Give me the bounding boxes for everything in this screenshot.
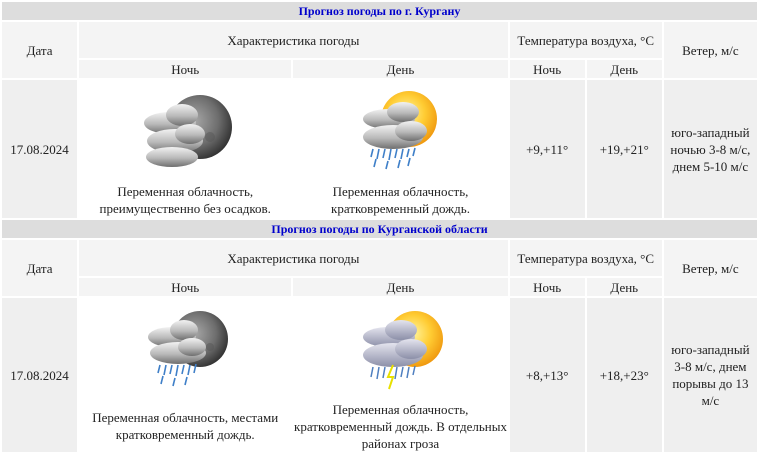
table-title — [2, 2, 757, 20]
temp-night-value: +8,+13° — [510, 298, 585, 452]
day-weather-image — [293, 80, 507, 180]
temp-day-value: +19,+21° — [587, 80, 662, 218]
col-header-date: Дата — [2, 240, 77, 296]
forecast-date: 17.08.2024 — [2, 298, 77, 452]
col-header-wind: Ветер, м/с — [664, 22, 757, 78]
forecast-table-kurgan — [0, 0, 759, 220]
sun-cloud-storm-icon — [345, 303, 455, 393]
col-header-day: День — [293, 60, 507, 78]
temp-day-value: +18,+23° — [587, 298, 662, 452]
col-header-temp-day: День — [587, 60, 662, 78]
night-weather-image — [79, 80, 291, 180]
wind-value: юго-западный ночью 3-8 м/с, днем 5-10 м/с — [664, 80, 757, 218]
col-header-weather: Характеристика погоды — [79, 22, 508, 58]
col-header-temp-night: Ночь — [510, 278, 585, 296]
col-header-wind: Ветер, м/с — [664, 240, 757, 296]
forecast-date: 17.08.2024 — [2, 80, 77, 218]
col-header-weather: Характеристика погоды — [79, 240, 508, 276]
night-description: Переменная облачность, местами кратковременный дождь. — [79, 400, 291, 452]
table-title-text: Прогноз погоды по Курганской области — [271, 222, 488, 236]
col-header-temp: Температура воздуха, °С — [510, 22, 662, 58]
col-header-temp: Температура воздуха, °С — [510, 240, 662, 276]
col-header-night: Ночь — [79, 278, 291, 296]
temp-night-value: +9,+11° — [510, 80, 585, 218]
moon-cloud-icon — [130, 85, 240, 175]
forecast-table-region — [0, 218, 759, 454]
night-description: Переменная облачность, преимущественно без осадков. — [79, 182, 291, 218]
table-title — [2, 220, 757, 238]
col-header-temp-day: День — [587, 278, 662, 296]
col-header-temp-night: Ночь — [510, 60, 585, 78]
table-title-text: Прогноз погоды по г. Кургану — [298, 4, 461, 18]
day-description: Переменная облачность, кратковременный дождь. В отдельных районах гроза — [294, 401, 507, 451]
moon-cloud-rain-icon — [130, 303, 240, 393]
day-description: Переменная облачность, кратковременный дождь. — [293, 182, 507, 218]
night-weather-image — [79, 298, 291, 398]
day-weather-image — [293, 298, 507, 398]
col-header-day: День — [293, 278, 507, 296]
col-header-night: Ночь — [79, 60, 291, 78]
col-header-date: Дата — [2, 22, 77, 78]
wind-value: юго-западный 3-8 м/с, днем порывы до 13 м/с — [664, 298, 757, 452]
sun-cloud-rain-icon — [345, 85, 455, 175]
